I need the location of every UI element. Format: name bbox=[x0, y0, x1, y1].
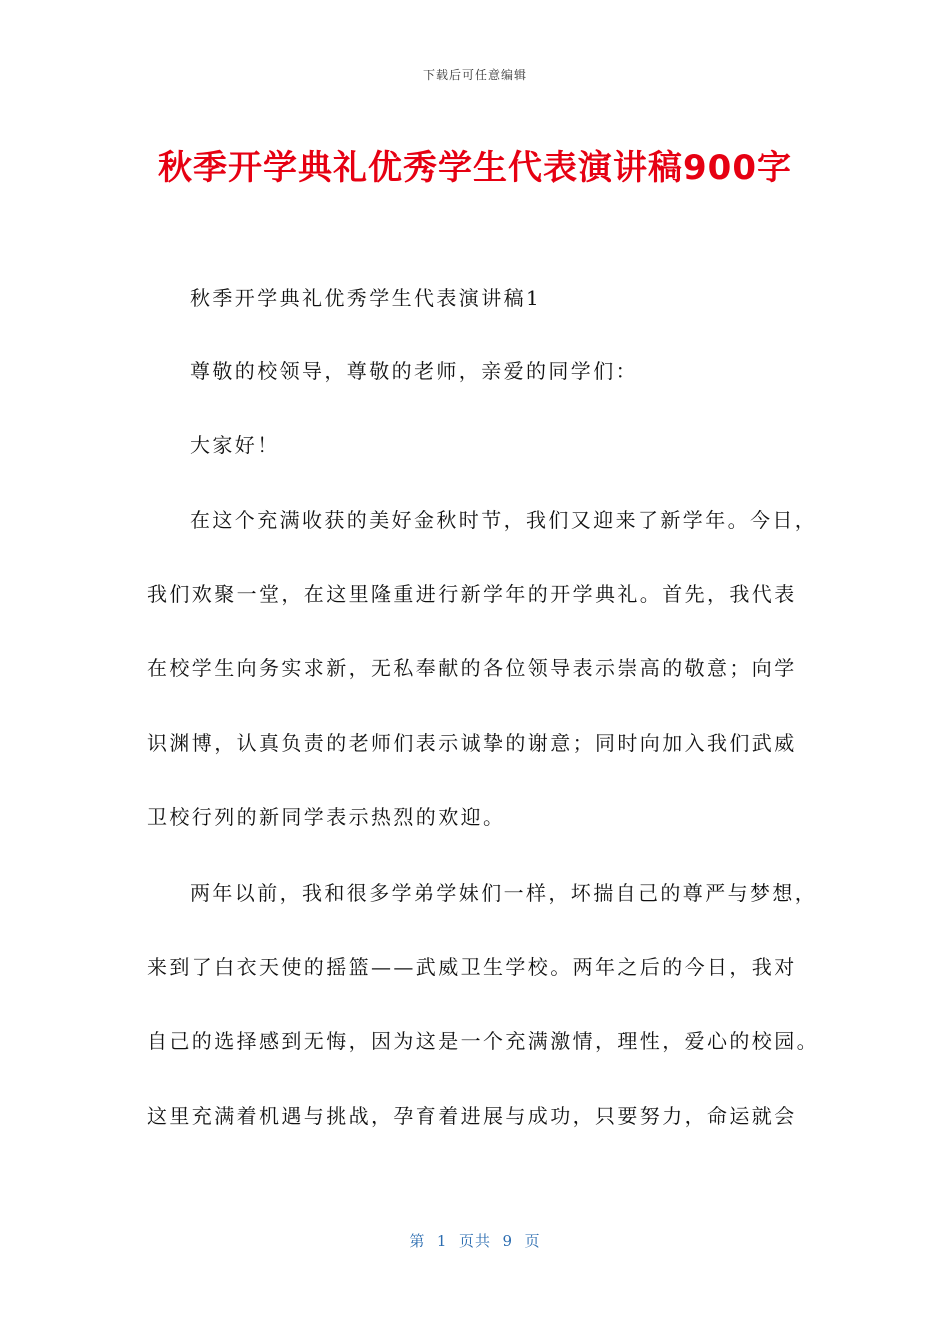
header-note: 下载后可任意编辑 bbox=[422, 68, 527, 82]
paragraph-line: 识渊博，认真负责的老师们表示诚挚的谢意；同时向加入我们武威 bbox=[147, 731, 797, 755]
salutation: 尊敬的校领导，尊敬的老师，亲爱的同学们： bbox=[190, 359, 638, 383]
paragraph-line: 在这个充满收获的美好金秋时节，我们又迎来了新学年。今日， bbox=[190, 508, 818, 532]
page-number-footer: 第 1 页共 9 页 bbox=[409, 1232, 541, 1250]
paragraph-line: 两年以前，我和很多学弟学妹们一样，坏揣自己的尊严与梦想， bbox=[190, 881, 818, 905]
greeting: 大家好！ bbox=[190, 433, 280, 457]
section-heading: 秋季开学典礼优秀学生代表演讲稿1 bbox=[190, 286, 542, 310]
paragraph-line: 在校学生向务实求新，无私奉献的各位领导表示崇高的敬意；向学 bbox=[147, 656, 797, 680]
paragraph-line: 自己的选择感到无悔，因为这是一个充满激情，理性，爱心的校园。 bbox=[147, 1029, 819, 1053]
paragraph-line: 我们欢聚一堂，在这里隆重进行新学年的开学典礼。首先，我代表 bbox=[147, 582, 797, 606]
paragraph-line: 来到了白衣天使的摇篮——武威卫生学校。两年之后的今日，我对 bbox=[147, 955, 797, 979]
document-title: 秋季开学典礼优秀学生代表演讲稿900字 bbox=[158, 148, 792, 188]
paragraph-line: 这里充满着机遇与挑战，孕育着进展与成功，只要努力，命运就会 bbox=[147, 1104, 797, 1128]
paragraph-line: 卫校行列的新同学表示热烈的欢迎。 bbox=[147, 805, 506, 829]
